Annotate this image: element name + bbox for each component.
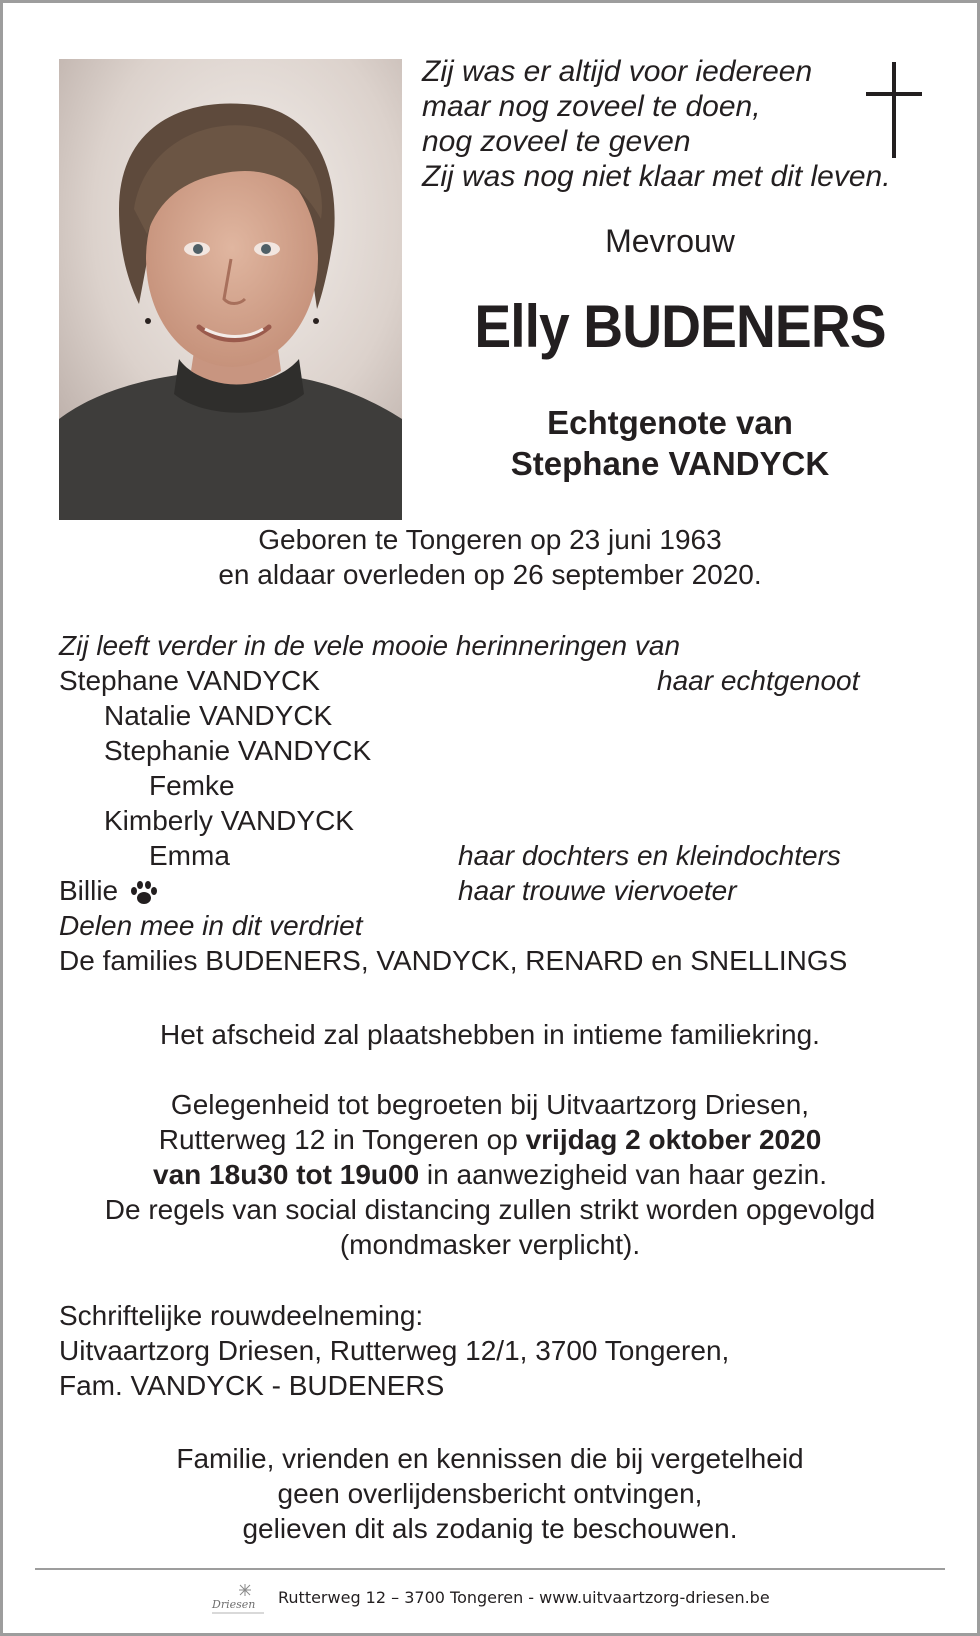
- footer: [0, 1582, 980, 1622]
- poem-line: Zij was nog niet klaar met dit leven.: [422, 160, 891, 193]
- family-member-name: Kimberly VANDYCK: [104, 805, 354, 836]
- condolence-block: [59, 1298, 729, 1403]
- visitation-date: vrijdag 2 oktober 2020: [525, 1124, 822, 1155]
- closing-line: gelieven dit als zodanig te beschouwen.: [242, 1513, 738, 1544]
- poem: [422, 54, 922, 194]
- condolence-line: Uitvaartzorg Driesen, Rutterweg 12/1, 3700 Tongeren,: [59, 1335, 730, 1366]
- family-member-relation: haar trouwe viervoeter: [458, 875, 737, 906]
- visitation-line: (mondmasker verplicht).: [339, 1229, 641, 1260]
- portrait-photo: [59, 59, 402, 520]
- death-line: en aldaar overleden op 26 september 2020.: [218, 559, 762, 590]
- deceased-name: Elly BUDENERS: [474, 293, 886, 360]
- family-member-name: Femke: [149, 770, 235, 801]
- spouse-line: Stephane VANDYCK: [510, 445, 830, 482]
- poem-line: nog zoveel te geven: [422, 125, 691, 158]
- families-line: De families BUDENERS, VANDYCK, RENARD en SNELLINGS: [59, 945, 848, 976]
- visitation-line: [40, 1122, 940, 1157]
- visitation-text: Rutterweg 12 in Tongeren op: [158, 1124, 526, 1155]
- closing-line: Familie, vrienden en kennissen die bij vergetelheid: [176, 1443, 804, 1474]
- footer-address: Rutterweg 12 – 3700 Tongeren - www.uitvaartzorg-driesen.be: [278, 1588, 770, 1607]
- footer-divider: [35, 1568, 945, 1570]
- birth-death-block: [60, 522, 920, 592]
- farewell-line: Het afscheid zal plaatshebben in intieme familiekring.: [160, 1019, 820, 1050]
- family-intro: Zij leeft verder in de vele mooie herinneringen van: [59, 630, 681, 661]
- logo-text: Driesen: [212, 1598, 256, 1611]
- paw-icon: [130, 880, 158, 906]
- closing-block: [40, 1441, 940, 1546]
- family-member-name: Natalie VANDYCK: [104, 700, 333, 731]
- farewell-text: [40, 1017, 940, 1052]
- family-member-relation: haar dochters en kleindochters: [458, 840, 841, 871]
- visitation-text: in aanwezigheid van haar gezin.: [419, 1159, 827, 1190]
- driesen-logo: [210, 1582, 266, 1618]
- condolence-line: Schriftelijke rouwdeelneming:: [59, 1300, 424, 1331]
- family-member-relation: haar echtgenoot: [657, 665, 860, 696]
- spouse-line: Echtgenote van: [547, 404, 793, 441]
- closing-line: geen overlijdensbericht ontvingen,: [277, 1478, 703, 1509]
- visitation-time: van 18u30 tot 19u00: [153, 1159, 420, 1190]
- poem-line: maar nog zoveel te doen,: [422, 90, 761, 123]
- visitation-line: [40, 1157, 940, 1192]
- visitation-block: [40, 1087, 940, 1262]
- family-member-name: Emma: [149, 840, 230, 871]
- family-member-name: Stephane VANDYCK: [59, 665, 320, 696]
- condolence-line: Fam. VANDYCK - BUDENERS: [59, 1370, 445, 1401]
- salutation: Mevrouw: [605, 223, 735, 259]
- family-member-name: Stephanie VANDYCK: [104, 735, 372, 766]
- visitation-line: Gelegenheid tot begroeten bij Uitvaartzorg Driesen,: [170, 1089, 810, 1120]
- birth-line: Geboren te Tongeren op 23 juni 1963: [258, 524, 722, 555]
- spouse-block: [440, 402, 900, 484]
- cross-icon: [866, 62, 922, 158]
- pet-name: Billie: [59, 875, 119, 906]
- visitation-line: De regels van social distancing zullen strikt worden opgevolgd: [104, 1194, 876, 1225]
- share-intro: Delen mee in dit verdriet: [59, 910, 363, 941]
- poem-line: Zij was er altijd voor iedereen: [422, 55, 813, 88]
- pet-row: [59, 873, 158, 908]
